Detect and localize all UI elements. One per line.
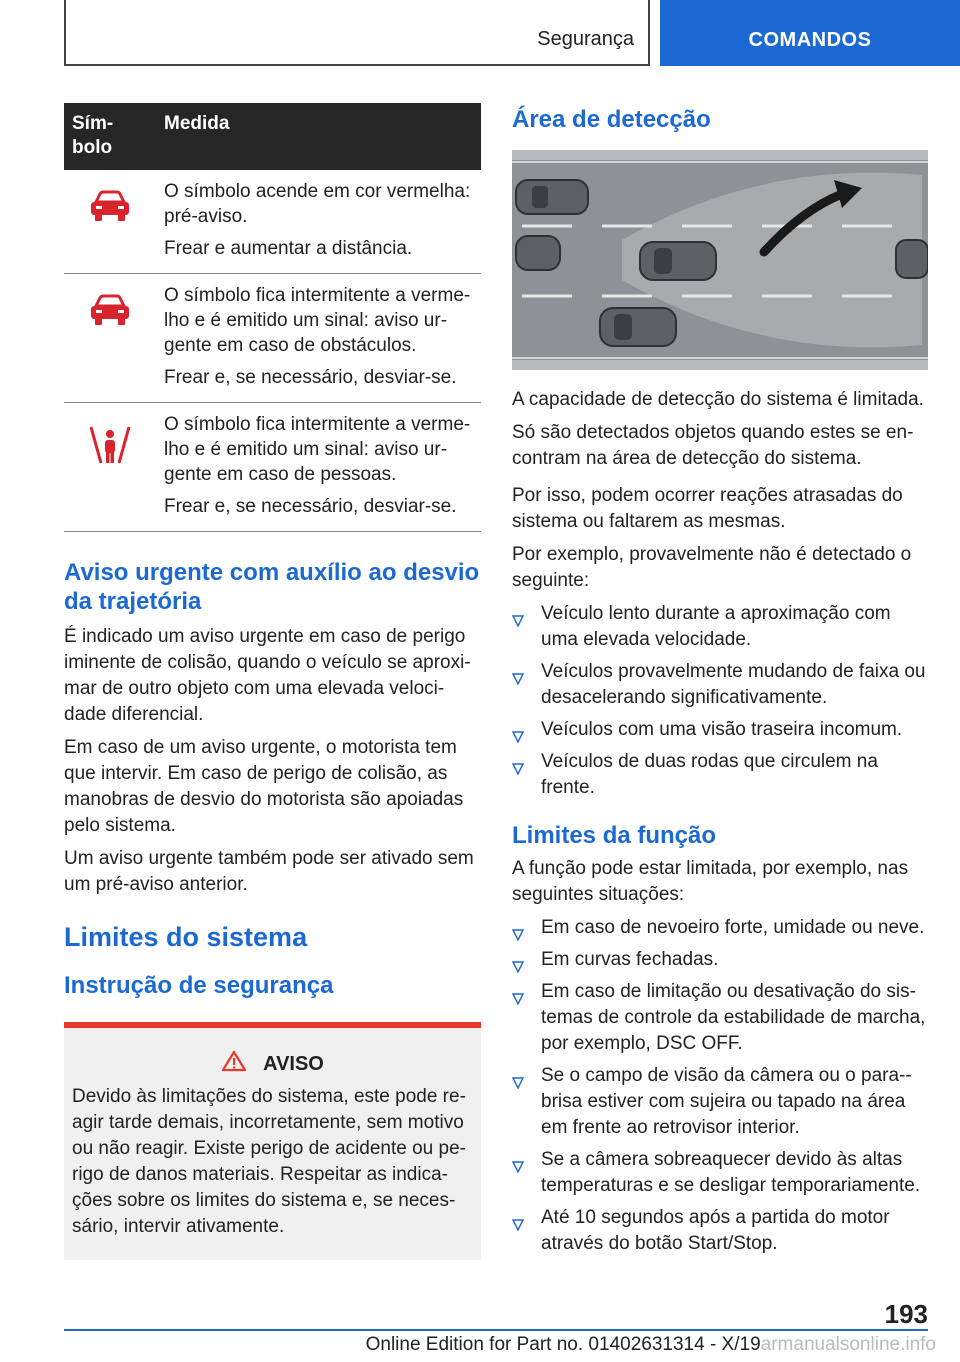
footer-edition: Online Edition for Part no. 01402631314 - X/19armanualsonline.info — [365, 1334, 936, 1355]
paragraph: É indicado um aviso urgente em caso de perigo iminente de colisão, quando o veículo se aproxi-mar de outro objeto com uma elevada veloci-dade diferencial. — [64, 626, 471, 725]
tab-comandos[interactable]: COMANDOS — [660, 0, 960, 66]
warning-title: AVISO — [72, 1050, 473, 1078]
bullet-list-limits — [512, 915, 928, 1257]
car-red-icon — [64, 170, 156, 274]
list-item: Se o campo de visão da câmera ou o para--brisa estiver com sujeira ou tapado na área em frente ao retrovisor interior. — [512, 1063, 928, 1141]
table-row — [64, 170, 481, 274]
list-item: Se a câmera sobreaquecer devido às altas temperaturas e se desligar temporariamente. — [512, 1147, 928, 1199]
left-column — [64, 103, 481, 1260]
detection-area-illustration — [512, 150, 928, 375]
list-item: Em caso de limitação ou desativação do sis-temas de controle da estabilidade de marcha, por exemplo, DSC OFF. — [512, 979, 928, 1057]
table-header-measure: Medida — [156, 103, 481, 170]
section-title: Segurança — [537, 28, 634, 50]
triangle-bullet-icon — [512, 1213, 524, 1239]
watermark: armanualsonline.info — [760, 1334, 936, 1355]
bullet-list-detection — [512, 601, 928, 801]
triangle-bullet-icon — [512, 667, 524, 693]
heading-area-deteccao: Área de detecção — [512, 106, 711, 133]
list-item: Em caso de nevoeiro forte, umidade ou neve. — [512, 915, 928, 941]
footer-divider — [64, 1329, 928, 1331]
list-item: Veículos com uma visão traseira incomum. — [512, 717, 928, 743]
right-column — [512, 103, 928, 1263]
warning-triangle-icon — [221, 1050, 247, 1078]
triangle-bullet-icon — [512, 987, 524, 1013]
list-item: Veículos de duas rodas que circulem na frente. — [512, 749, 928, 801]
triangle-bullet-icon — [512, 955, 524, 981]
warning-box — [64, 1022, 481, 1260]
heading-limites-sistema: Limites do sistema — [64, 922, 308, 952]
header-box — [64, 0, 650, 66]
warning-text: Devido às limitações do sistema, este pode re-agir tarde demais, incorretamente, sem motivo ou não reagir. Existe perigo de acidente ou pe-rigo de danos materiais. Respeitar as indica-ções sobre os limites do sistema e, se neces-sário, intervir ativamente. — [72, 1086, 466, 1237]
symbol-table — [64, 103, 481, 532]
list-item: Veículo lento durante a aproximação com uma elevada velocidade. — [512, 601, 928, 653]
pedestrian-red-icon — [64, 403, 156, 532]
table-row — [64, 274, 481, 403]
heading-aviso-urgente: Aviso urgente com auxílio ao desvio da trajetória — [64, 559, 480, 615]
triangle-bullet-icon — [512, 923, 524, 949]
paragraph: A capacidade de detecção do sistema é limitada. — [512, 389, 924, 410]
paragraph: Por isso, podem ocorrer reações atrasadas do sistema ou faltarem as mesmas. — [512, 485, 903, 532]
paragraph: Por exemplo, provavelmente não é detectado o seguinte: — [512, 544, 912, 591]
measure-cell: O símbolo fica intermitente a verme-lho e é emitido um sinal: aviso ur-gente em caso de pessoas. Frear e, se necessário, desviar-se. — [156, 403, 481, 532]
paragraph: Só são detectados objetos quando estes se en-contram na área de detecção do sistema. — [512, 422, 914, 469]
table-row — [64, 403, 481, 532]
paragraph: Um aviso urgente também pode ser ativado sem um pré-aviso anterior. — [64, 848, 474, 895]
triangle-bullet-icon — [512, 1155, 524, 1181]
car-red-icon — [64, 274, 156, 403]
list-item: Em curvas fechadas. — [512, 947, 928, 973]
list-item: Até 10 segundos após a partida do motor através do botão Start/Stop. — [512, 1205, 928, 1257]
heading-limites-funcao: Limites da função — [512, 822, 717, 849]
triangle-bullet-icon — [512, 609, 524, 635]
triangle-bullet-icon — [512, 757, 524, 783]
paragraph: A função pode estar limitada, por exemplo, nas seguintes situações: — [512, 858, 909, 905]
paragraph: Em caso de um aviso urgente, o motorista tem que intervir. Em caso de perigo de colisão, as manobras de desvio do motorista são apoiadas pelo sistema. — [64, 737, 464, 836]
measure-cell: O símbolo fica intermitente a verme-lho e é emitido um sinal: aviso ur-gente em caso de obstáculos. Frear e, se necessário, desviar-se. — [156, 274, 481, 403]
page-number: 193 — [884, 1299, 928, 1329]
list-item: Veículos provavelmente mudando de faixa ou desacelerando significativamente. — [512, 659, 928, 711]
triangle-bullet-icon — [512, 1071, 524, 1097]
measure-cell: O símbolo acende em cor vermelha: pré-aviso. Frear e aumentar a distância. — [156, 170, 481, 274]
table-header-symbol: Sím- bolo — [64, 103, 156, 170]
heading-instrucao-seguranca: Instrução de segurança — [64, 972, 334, 999]
triangle-bullet-icon — [512, 725, 524, 751]
